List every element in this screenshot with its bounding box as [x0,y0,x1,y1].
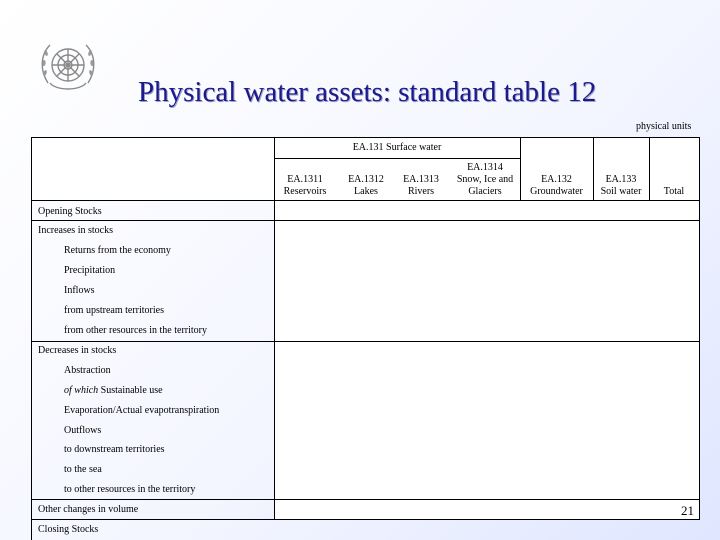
group-header-surface-water: EA.131 Surface water [352,142,442,153]
col-header-rivers: EA.1313 Rivers [403,174,439,197]
col-header-reservoirs: EA.1311 Reservoirs [283,174,327,197]
row-label-sustainable-use: of which Sustainable use [64,385,163,396]
row-label-to-other-resources: to other resources in the territory [64,484,196,495]
row-label-increases-in-stocks: Increases in stocks [38,225,113,236]
row-label-from-other-resources: from other resources in the territory [64,325,208,336]
row-label-inflows: Inflows [64,285,95,296]
row-label-to-the-sea: to the sea [64,464,102,475]
page-number: 21 [681,503,694,518]
slide-title: Physical water assets: standard table 12 [138,76,597,108]
row-label-precipitation: Precipitation [64,265,116,276]
col-header-groundwater: EA.132 Groundwater [530,174,583,197]
col-header-total: Total [663,186,685,197]
units-note: physical units [636,121,692,132]
row-label-returns-from-economy: Returns from the economy [64,245,171,256]
row-label-evaporation: Evaporation/Actual evapotranspiration [64,405,220,416]
row-label-other-changes: Other changes in volume [38,504,139,515]
col-header-soil-water: EA.133 Soil water [600,174,642,197]
row-label-closing-stocks: Closing Stocks [38,524,99,535]
col-header-lakes: EA.1312 Lakes [348,174,384,197]
row-label-to-downstream: to downstream territories [64,444,165,455]
of-which-label: of which [64,385,99,396]
col-header-snow-ice-glaciers: EA.1314 Snow, Ice and Glaciers [456,162,514,197]
row-label-from-upstream: from upstream territories [64,305,164,316]
row-label-abstraction: Abstraction [64,365,111,376]
row-label-opening-stocks: Opening Stocks [38,206,102,217]
row-label-decreases-in-stocks: Decreases in stocks [38,345,117,356]
row-label-outflows: Outflows [64,425,102,436]
